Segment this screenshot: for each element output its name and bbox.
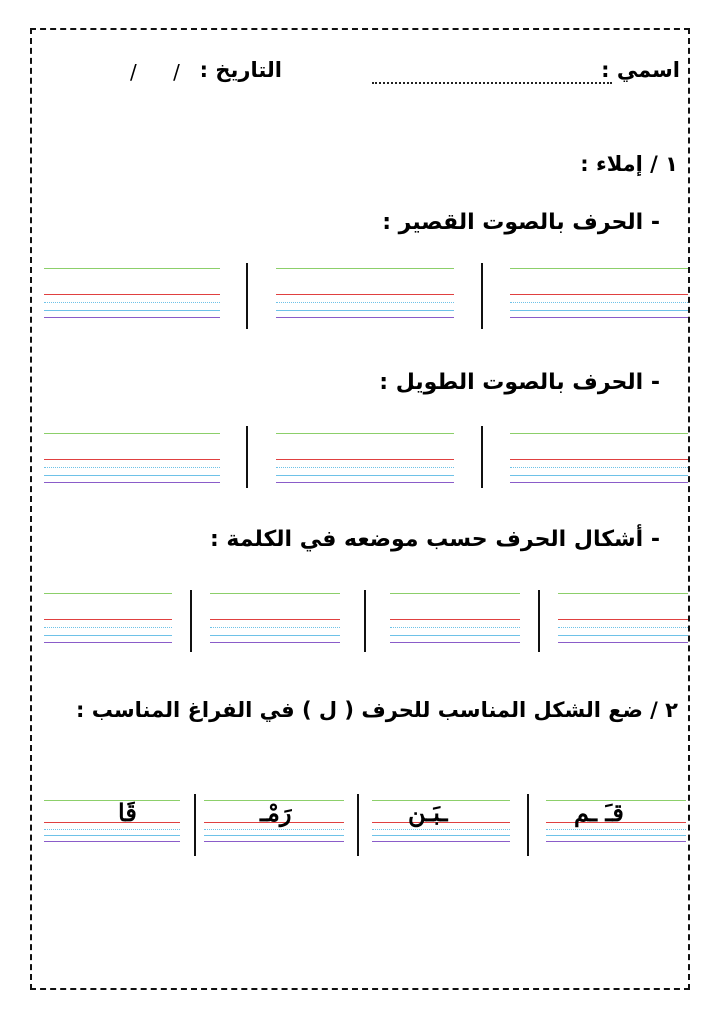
divider (190, 590, 192, 652)
word-1: قـَ ـم (574, 798, 624, 827)
word-3: رَمْـ (260, 798, 292, 827)
short-vowel-heading: - الحرف بالصوت القصير : (382, 210, 660, 235)
divider (481, 263, 483, 329)
question2-title: ٢ / ضع الشكل المناسب للحرف ( ل ) في الفراغ المناسب : (76, 698, 678, 722)
divider (194, 794, 196, 856)
dictation-title: ١ / إملاء : (580, 152, 678, 176)
date-field[interactable]: / / (130, 60, 180, 84)
writing-lines[interactable] (276, 430, 454, 490)
divider (527, 794, 529, 856)
long-vowel-heading: - الحرف بالصوت الطويل : (379, 370, 660, 395)
divider (246, 426, 248, 488)
divider (357, 794, 359, 856)
answer-lines[interactable] (44, 798, 180, 858)
writing-lines[interactable] (44, 590, 172, 650)
writing-lines[interactable] (44, 265, 220, 325)
name-field[interactable] (372, 82, 612, 84)
name-label: اسمي : (601, 58, 680, 82)
letter-forms-heading: - أشكال الحرف حسب موضعه في الكلمة : (209, 527, 660, 552)
writing-lines[interactable] (510, 265, 688, 325)
divider (538, 590, 540, 652)
divider (481, 426, 483, 488)
writing-lines[interactable] (510, 430, 688, 490)
divider (364, 590, 366, 652)
writing-lines[interactable] (44, 430, 220, 490)
writing-lines[interactable] (210, 590, 340, 650)
writing-lines[interactable] (558, 590, 688, 650)
writing-lines[interactable] (276, 265, 454, 325)
divider (246, 263, 248, 329)
date-label: التاريخ : (199, 58, 282, 82)
word-2: ـبَـن (408, 798, 448, 827)
writing-lines[interactable] (390, 590, 520, 650)
word-4: قَا (118, 798, 137, 827)
